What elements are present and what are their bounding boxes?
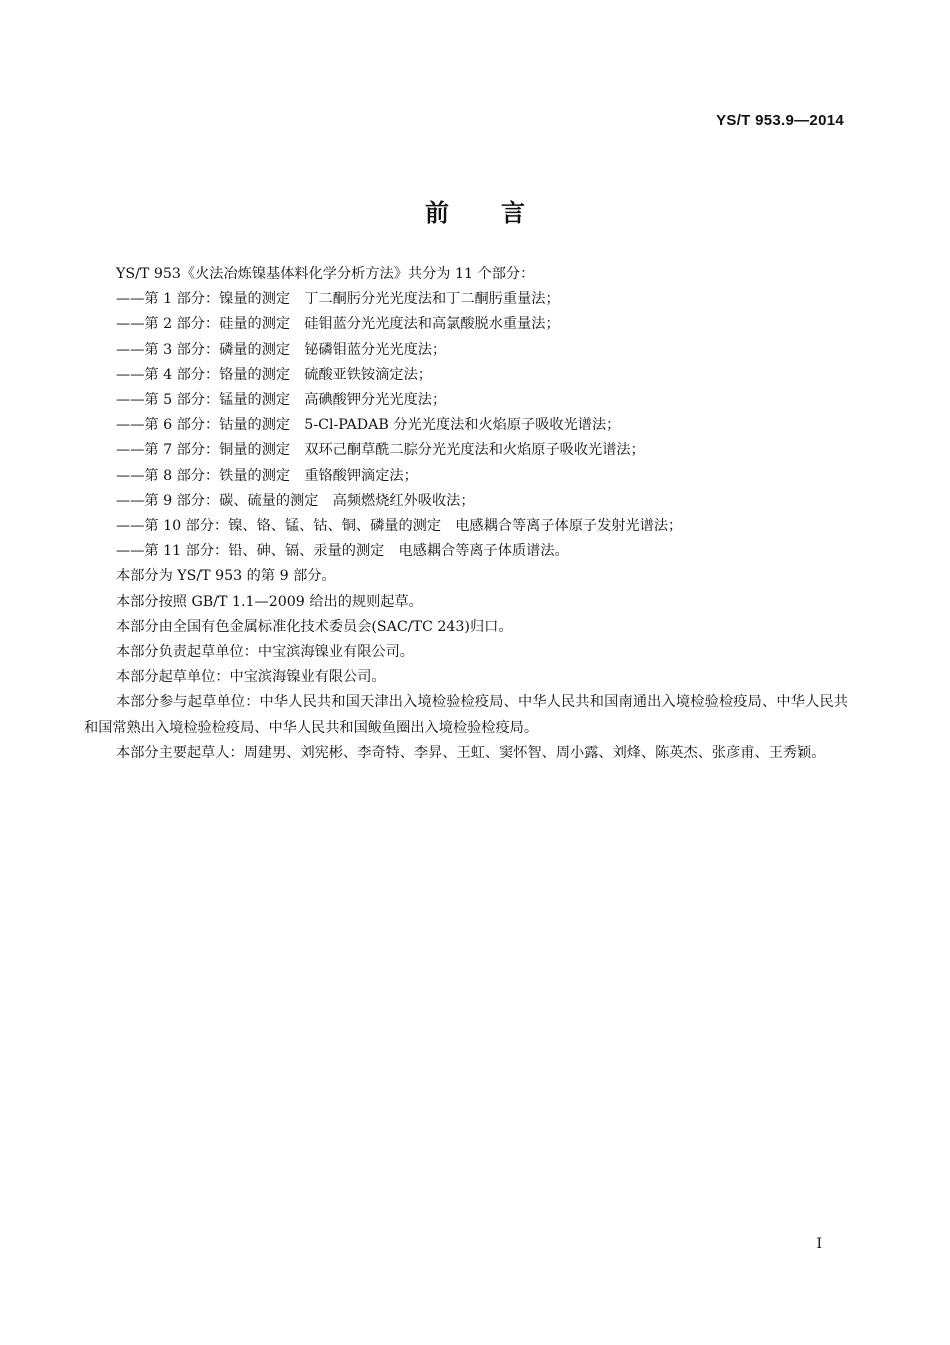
list-item: ——第 2 部分：硅量的测定 硅钼蓝分光光度法和高氯酸脱水重量法； [116,316,560,333]
statement-line: 本部分起草单位：中宝滨海镍业有限公司。 [116,669,386,686]
statement-line: 本部分负责起草单位：中宝滨海镍业有限公司。 [116,644,414,661]
document-code: YS/T 953.9—2014 [716,112,844,129]
statement-line: 本部分为 YS/T 953 的第 9 部分。 [116,568,336,585]
page-number: I [816,1236,822,1252]
list-item: ——第 10 部分：镍、铬、锰、钴、铜、磷量的测定 电感耦合等离子体原子发射光谱法； [116,518,683,535]
foreword-body [84,262,848,766]
list-item: ——第 7 部分：铜量的测定 双环己酮草酰二腙分光光度法和火焰原子吸收光谱法； [116,442,645,459]
list-item: ——第 11 部分：铅、砷、镉、汞量的测定 电感耦合等离子体质谱法。 [116,543,569,560]
list-item: ——第 5 部分：锰量的测定 高碘酸钾分光光度法； [116,392,447,409]
statement-line: 本部分由全国有色金属标准化技术委员会(SAC/TC 243)归口。 [116,618,513,635]
list-item: ——第 6 部分：钴量的测定 5-Cl-PADAB 分光光度法和火焰原子吸收光谱法； [116,417,621,434]
drafters-paragraph: 本部分主要起草人：周建男、刘宪彬、李奇特、李昇、王虹、窦怀智、周小露、刘烽、陈英杰、张彦甫、王秀颖。 [116,744,826,761]
list-item: ——第 9 部分：碳、硫量的测定 高频燃烧红外吸收法； [116,492,475,509]
list-item: ——第 8 部分：铁量的测定 重铬酸钾滴定法； [116,467,418,484]
list-item: ——第 1 部分：镍量的测定 丁二酮肟分光光度法和丁二酮肟重量法； [116,291,560,308]
list-item: ——第 4 部分：铬量的测定 硫酸亚铁铵滴定法； [116,366,432,383]
page-title: 前言 [425,199,577,227]
list-item: ——第 3 部分：磷量的测定 铋磷钼蓝分光光度法； [116,341,447,358]
statement-line: 本部分按照 GB/T 1.1—2009 给出的规则起草。 [116,593,423,610]
participants-paragraph: 本部分参与起草单位：中华人民共和国天津出入境检验检疫局、中华人民共和国南通出入境检验检疫局、中华人民共和国常熟出入境检验检疫局、中华人民共和国鲅鱼圈出入境检验检疫局。 [84,694,848,736]
intro-line: YS/T 953《火法冶炼镍基体料化学分析方法》共分为 11 个部分： [116,266,535,282]
